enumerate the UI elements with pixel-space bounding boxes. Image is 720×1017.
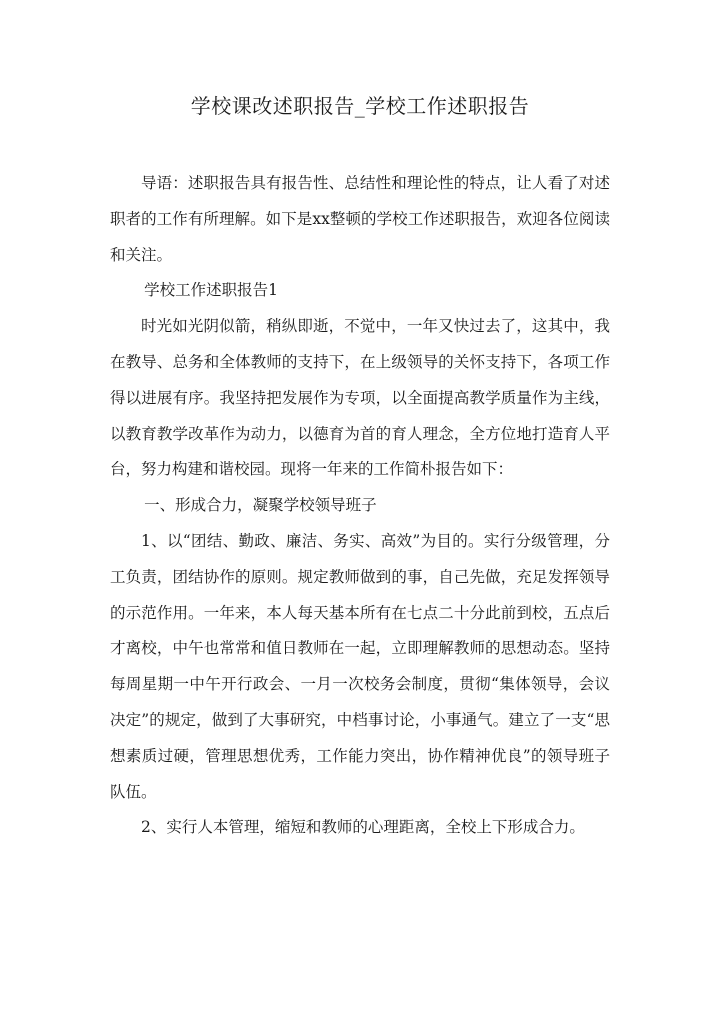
section-heading: 一、形成合力，凝聚学校领导班子 [144,496,377,515]
body-paragraph: 2、实行人本管理，缩短和教师的心理距离，全校上下形成合力。 [141,818,585,837]
document-title: 学校课改述职报告_学校工作述职报告 [190,94,530,118]
intro-paragraph: 导语：述职报告具有报告性、总结性和理论性的特点，让人看了对述职者的工作有所理解。如下是xx整顿的学校工作述职报告，欢迎各位阅读和关注。 [110,174,610,264]
body-paragraph: 1、以“团结、勤政、廉洁、务实、高效”为目的。实行分级管理，分工负责，团结协作的原则。规定教师做到的事，自己先做，充足发挥领导的示范作用。一年来，本人每天基本所有在七点二十分此前到校，五点后才离校，中午也常常和值日教师在一起，立即理解教师的思想动态。坚持每周星期一中午开行政会、一月一次校务会制度，贯彻“集体领导，会议决定”的规定，做到了大事研究，中档事讨论，小事通气。建立了一支“思想素质过硬，管理思想优秀，工作能力突出，协作精神优良”的领导班子队伍。 [110,531,610,801]
document-body [110,166,610,846]
body-paragraph: 时光如光阴似箭，稍纵即逝，不觉中，一年又快过去了，这其中，我在教导、总务和全体教师的支持下，在上级领导的关怀支持下，各项工作得以进展有序。我坚持把发展作为专项，以全面提高教学质量作为主线，以教育教学改革作为动力，以德育为首的育人理念，全方位地打造育人平台，努力构建和谐校园。现将一年来的工作简朴报告如下： [110,317,610,479]
report-subtitle: 学校工作述职报告1 [144,281,278,300]
